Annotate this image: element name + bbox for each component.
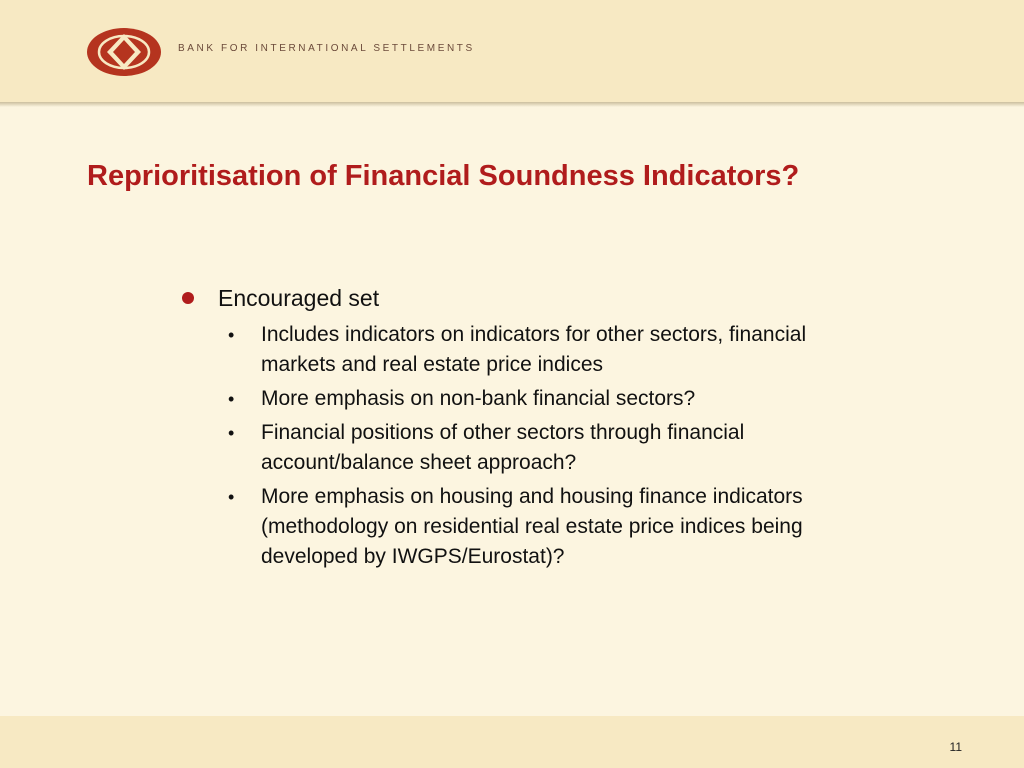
sub-bullet-list xyxy=(180,320,960,572)
slide-title: Reprioritisation of Financial Soundness Indicators? xyxy=(87,160,800,192)
small-bullet-icon: • xyxy=(228,325,235,345)
sub-bullet-item xyxy=(180,482,861,572)
sub-bullet-item xyxy=(180,384,861,414)
page-number: 11 xyxy=(949,740,962,754)
sub-bullet-item xyxy=(180,320,861,380)
header-divider xyxy=(0,102,1024,107)
sub-bullet-text: More emphasis on non-bank financial sectors? xyxy=(261,387,696,410)
organization-name: BANK FOR INTERNATIONAL SETTLEMENTS xyxy=(178,43,475,54)
main-bullet-text: Encouraged set xyxy=(218,285,380,311)
footer-band xyxy=(0,716,1024,768)
header-band xyxy=(0,0,1024,102)
small-bullet-icon: • xyxy=(228,389,235,409)
sub-bullet-item xyxy=(180,418,861,478)
sub-bullet-text: More emphasis on housing and housing finance indicators (methodology on residential real estate price indices being developed by IWGPS/Eurostat)? xyxy=(261,485,803,568)
small-bullet-icon: • xyxy=(228,487,235,507)
sub-bullet-text: Includes indicators on indicators for other sectors, financial markets and real estate price indices xyxy=(261,323,807,376)
small-bullet-icon: • xyxy=(228,423,235,443)
main-bullet-item xyxy=(180,282,960,314)
slide-content xyxy=(180,282,960,576)
bis-logo-icon xyxy=(86,27,162,77)
sub-bullet-text: Financial positions of other sectors through financial account/balance sheet approach? xyxy=(261,421,745,474)
bullet-dot-icon xyxy=(182,292,194,304)
